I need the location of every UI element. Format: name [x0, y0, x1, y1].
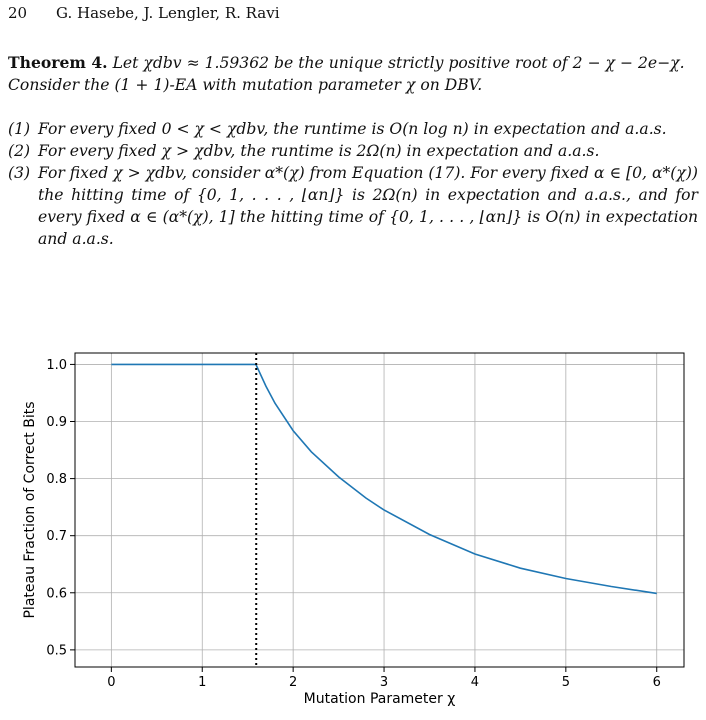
plot-frame: [75, 353, 684, 667]
y-tick-label: 0.6: [46, 586, 67, 602]
theorem-item-2: [8, 140, 698, 162]
x-tick-label: 6: [652, 675, 661, 690]
y-tick-label: 1.0: [46, 357, 67, 373]
plateau-chart: [0, 345, 706, 716]
theorem-items: [8, 118, 698, 250]
theorem-text-line2: Consider the (1 + 1)-EA with mutation parameter χ on DBV.: [8, 76, 483, 94]
x-axis-label: Mutation Parameter χ: [303, 691, 456, 707]
y-tick-label: 0.5: [46, 643, 67, 659]
x-tick-label: 3: [379, 675, 389, 690]
axis-ticks: [46, 358, 661, 690]
theorem-label: Theorem 4.: [8, 53, 108, 72]
theorem-item-3: [8, 162, 698, 250]
theorem-statement: [8, 52, 698, 96]
x-tick-label: 2: [289, 675, 298, 690]
x-tick-label: 1: [198, 675, 207, 690]
theorem-text-line1: Let χdbv ≈ 1.59362 be the unique strictly positive root of 2 − χ − 2e−χ.: [112, 54, 685, 72]
x-tick-label: 0: [107, 675, 116, 690]
y-tick-label: 0.8: [46, 472, 67, 488]
item-number: (3): [8, 164, 31, 182]
y-tick-label: 0.9: [46, 415, 67, 431]
x-tick-label: 4: [470, 675, 480, 690]
running-head-authors: G. Hasebe, J. Lengler, R. Ravi: [56, 4, 280, 22]
item-number: (1): [8, 120, 31, 138]
item-text: For fixed χ > χdbv, consider α*(χ) from Equation (17). For every fixed α ∈ [0, α*(χ)) the hitting time of {0, 1, . . . , ⌊αn⌋} is 2Ω(n) in expectation and a.a.s., and for every fixed α ∈ (α*(χ), 1] the hitting time of {0, 1, . . . , ⌊αn⌋} is O(n) in expectation and a.a.s.: [38, 164, 698, 248]
y-axis-label: Plateau Fraction of Correct Bits: [22, 401, 38, 619]
y-tick-label: 0.7: [46, 529, 67, 545]
item-text: For every fixed χ > χdbv, the runtime is 2Ω(n) in expectation and a.a.s.: [38, 142, 600, 160]
plateau-figure: [0, 345, 706, 716]
item-number: (2): [8, 142, 31, 160]
theorem-item-1: [8, 118, 698, 140]
running-header: [8, 4, 280, 22]
page-number: 20: [8, 4, 28, 22]
x-tick-label: 5: [561, 675, 570, 690]
item-text: For every fixed 0 < χ < χdbv, the runtime is O(n log n) in expectation and a.a.s.: [38, 120, 667, 138]
grid-lines: [75, 353, 684, 667]
